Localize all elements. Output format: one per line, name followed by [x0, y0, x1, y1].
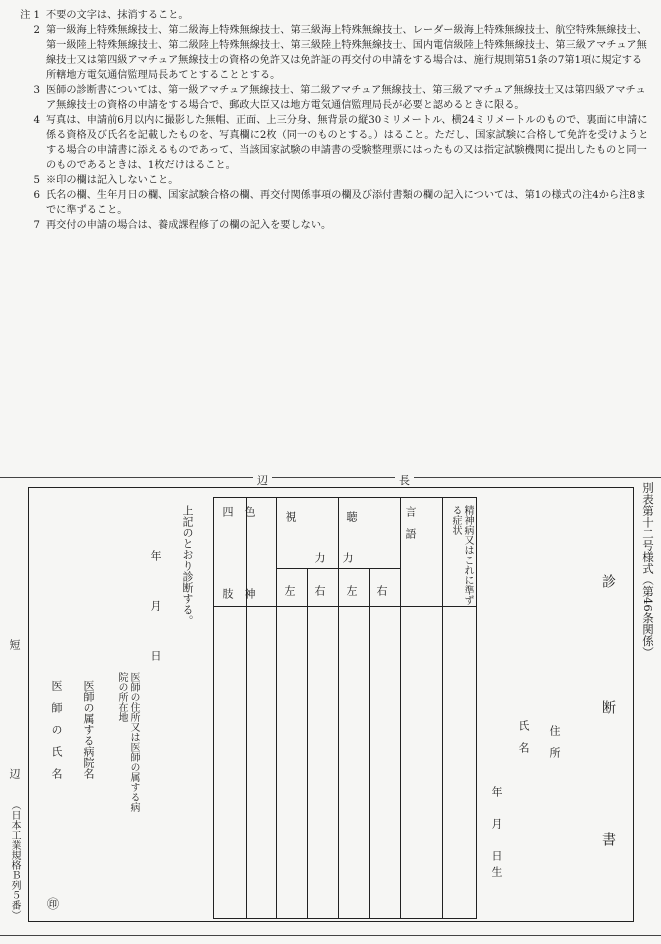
col-hearing-left-label: 左: [345, 585, 358, 596]
hospital-address-label: 医師の住所又は医師の属する病院の所在地: [116, 672, 139, 812]
col-sep: [276, 498, 277, 918]
seal-mark: ㊞: [47, 897, 60, 911]
subcol-sep: [369, 568, 370, 918]
note-5: 5 ※印の欄は記入しないこと。: [33, 175, 179, 186]
name-label: 氏 名: [517, 720, 530, 753]
doc-title-sho: 書: [600, 832, 616, 846]
note-2: 2 第一級海上特殊無線技士、第二級海上特殊無線技士、第三級海上特殊無線技士、レーダー級海上特殊無線技士、航空特殊無線技士、第一級陸上特殊無線技士、第二級陸上特殊無線技士、第三級陸上特殊無線技士、国内電信級陸上特殊無線技士、第三級アマチュア無線技士又は第四級アマチュア無線技士の資格の免許又は免許証の再交付の申請をする場合は、施行規則第51条の7第1項に規定する所轄地方電気通信監理局長あてとすることとする。: [33, 25, 648, 81]
col-hearing-right-label: 右: [375, 585, 388, 596]
short-side-char-1: 短: [8, 639, 21, 650]
note-7: 7 再交付の申請の場合は、養成課程修了の欄の記入を要しない。: [33, 220, 332, 231]
short-side-line: [0, 935, 661, 936]
col-sep: [338, 498, 339, 918]
form-title: 別表第十二号様式（第46条関係）: [641, 482, 655, 658]
note-6: 6 氏名の欄、生年月日の欄、国家試験合格の欄、再交付関係事項の欄及び添付書類の欄の記入については、第1の様式の注4から注8までに準ずること。: [33, 190, 646, 216]
note-1: 注 1 不要の文字は、抹消すること。: [20, 10, 189, 21]
header-rule: [276, 568, 400, 569]
diagnosis-date: 年 月 日: [149, 550, 162, 675]
subcol-sep: [307, 568, 308, 918]
doc-title-shin: 診: [600, 574, 616, 588]
address-label: 住 所: [548, 725, 561, 758]
col-sep: [442, 498, 443, 918]
col-vision-ryoku-label: 力: [313, 552, 326, 563]
note-3: 3 医師の診断書については、第一級アマチュア無線技士、第二級アマチュア無線技士、第三級アマチュア無線技士又は第四級アマチュア無線技士の資格の申請をする場合で、郵政大臣又は地方電気通信監理局長が必要と認めるときに限る。: [33, 85, 646, 111]
col-vision-left-label: 左: [283, 585, 296, 596]
doctor-name-label: 医 師 の 氏 名: [50, 680, 63, 779]
col-vision-right-label: 右: [313, 585, 326, 596]
col-hearing-ryoku-label: 力: [341, 552, 354, 563]
birth-label: 年 月 日生: [490, 786, 503, 882]
hospital-name-label: 医師の属する病院名: [82, 680, 95, 779]
short-side-char-2: 辺: [8, 768, 21, 779]
col-hearing-label: 聴: [345, 511, 358, 522]
col-speech-label: 言 語: [404, 506, 417, 539]
col-color-label: 色 神: [243, 506, 256, 629]
col-mental-label: 精神病又はこれに準ずる症状: [450, 505, 473, 605]
long-side-char-1: 長: [395, 472, 414, 488]
col-vision-label: 視: [284, 511, 297, 522]
notes-section: [6, 8, 651, 233]
paper-spec: （日本工業規格Ｂ列５番）: [9, 800, 20, 920]
col-limbs-label: 四 肢: [221, 506, 234, 629]
diagnosis-statement: 上記のとおり診断する。: [181, 505, 194, 626]
long-side-char-2: 辺: [253, 472, 272, 488]
note-4: 4 写真は、申請前6月以内に撮影した無帽、正面、上三分身、無背景の縦30ミリメートル、横24ミリメートルのもので、裏面に申請に係る資格及び氏名を記載したものを、写真欄に2枚（同一のものとする。）はること。ただし、国家試験に合格して免許を受けようとする場合の申請書に添えるものであって、当該国家試験の申請書の受験整理票にはったもの又は指定試験機関に提出したものと同一のものであるときは、1枚だけはること。: [33, 115, 649, 171]
doc-title-dan: 断: [600, 700, 616, 714]
col-sep: [400, 498, 401, 918]
long-side-line: [0, 477, 661, 478]
